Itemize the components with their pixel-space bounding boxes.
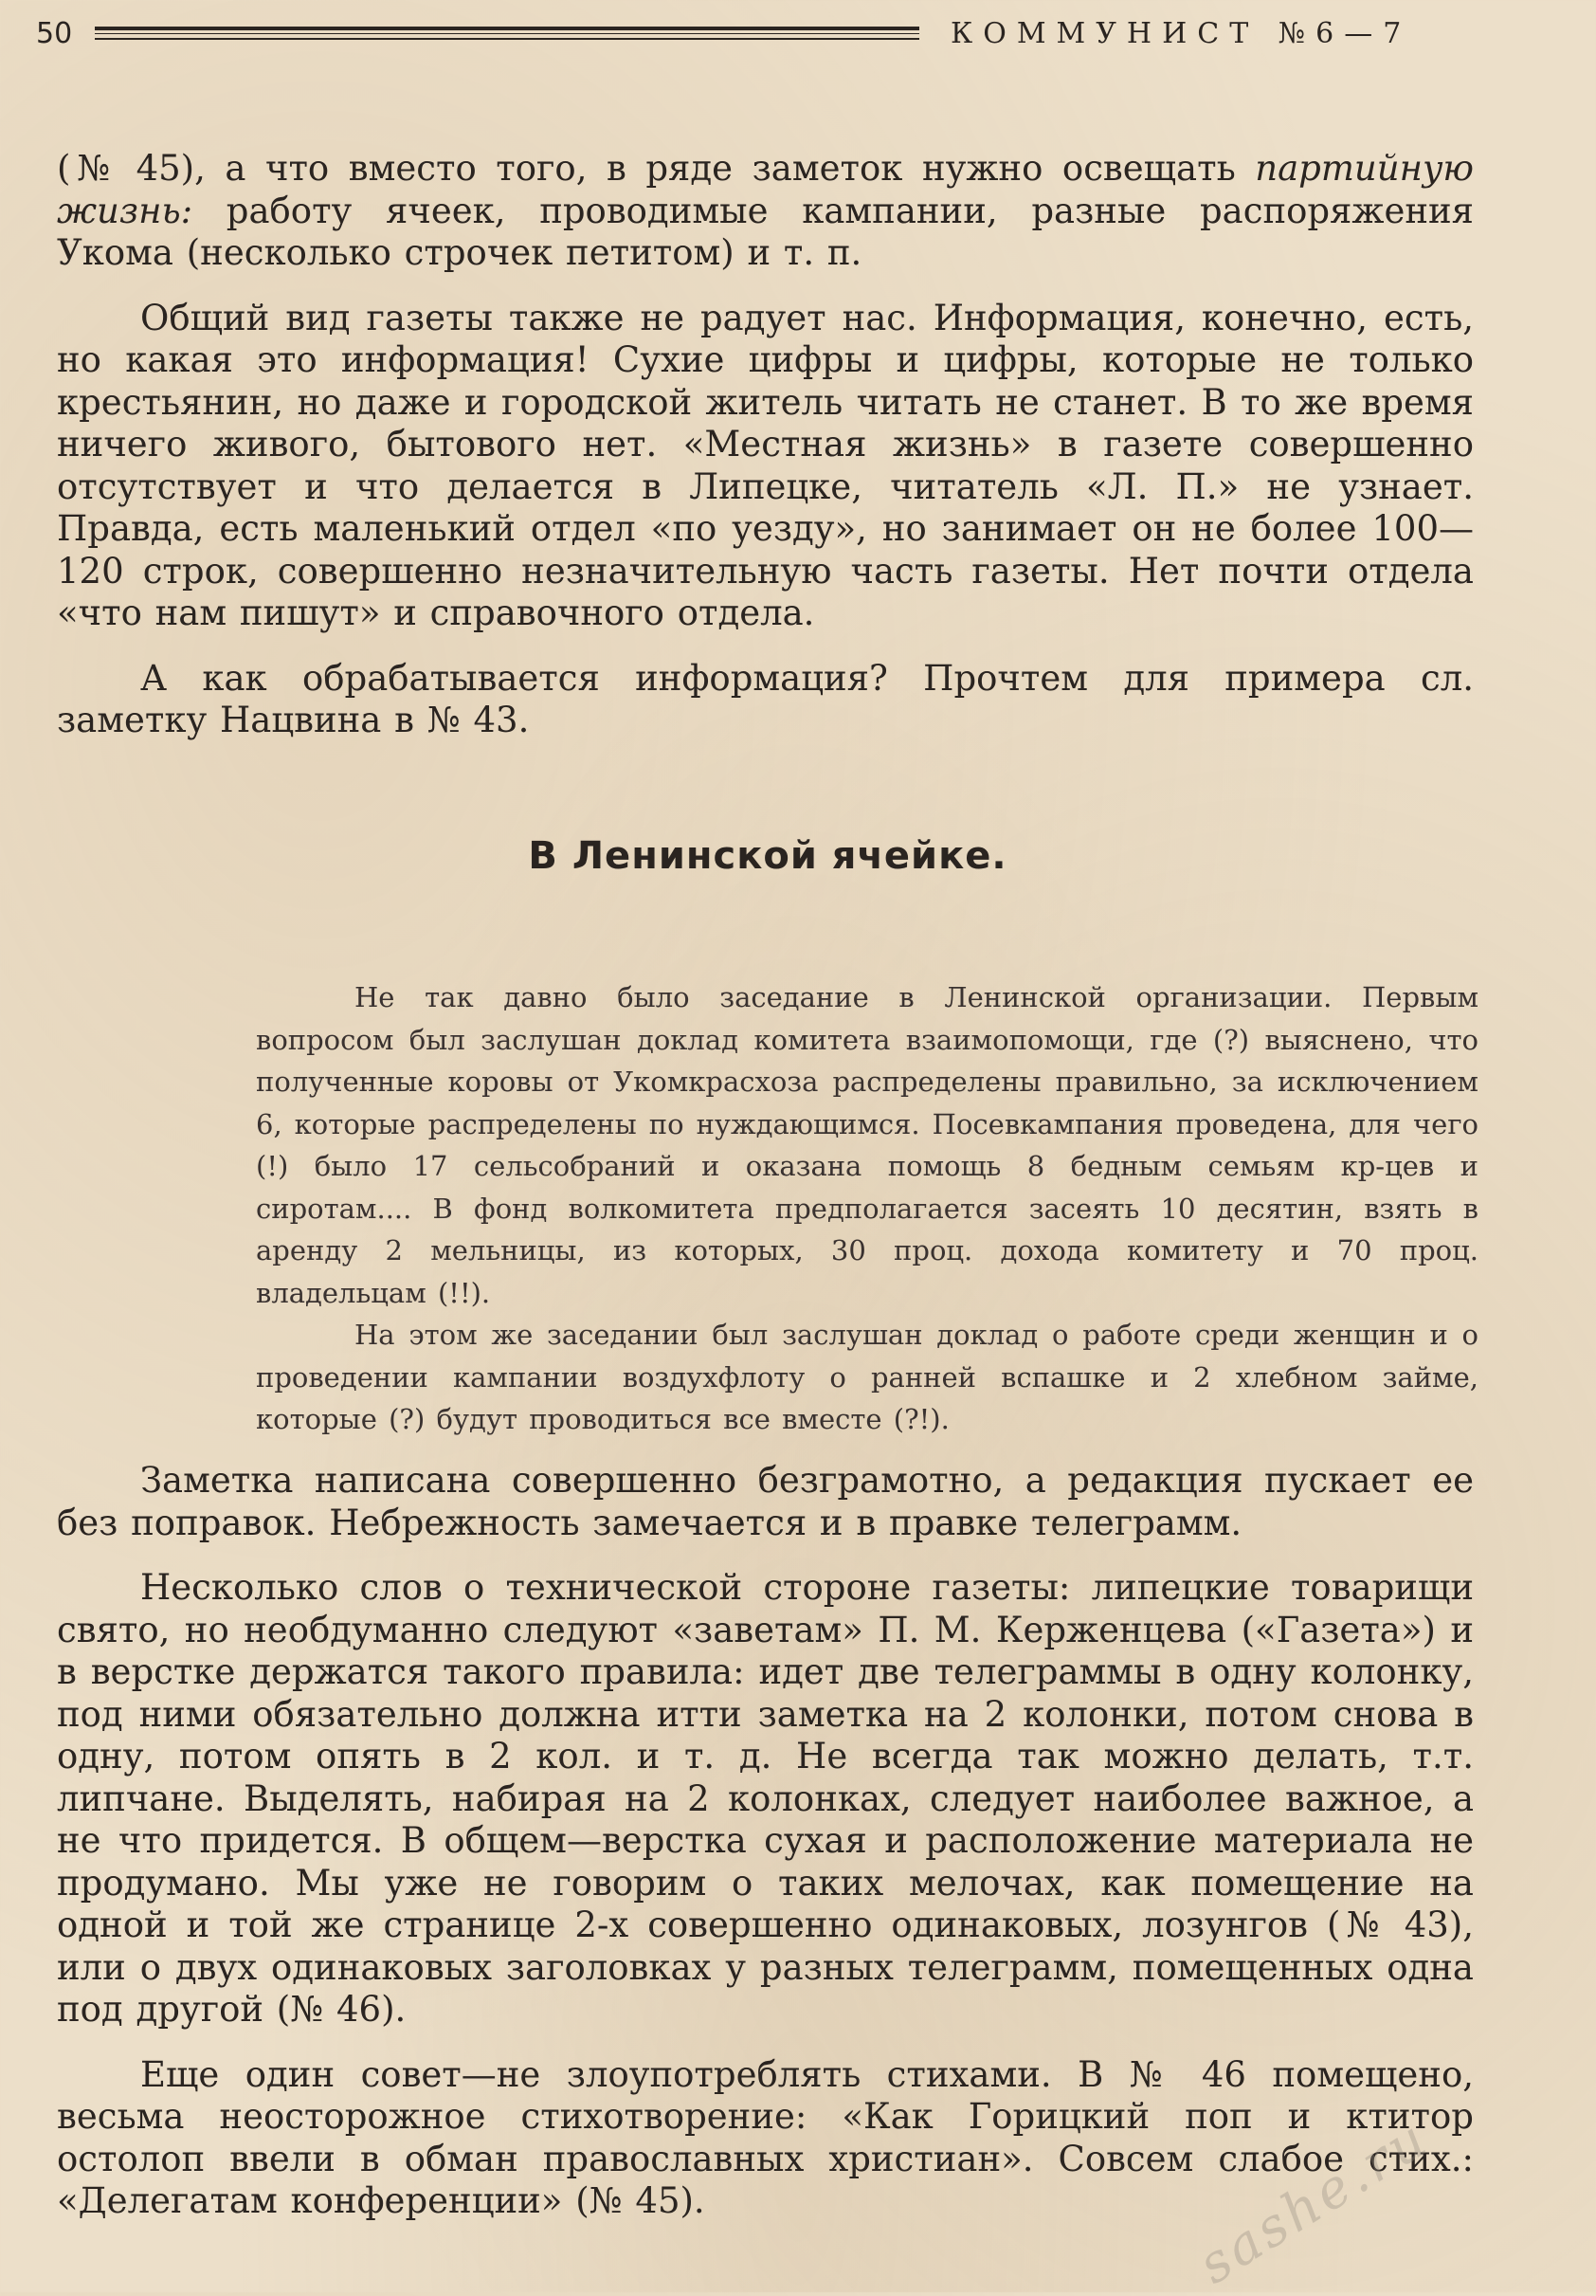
italic-phrase: партийную жизнь: (57, 148, 1474, 231)
page-body (57, 57, 1478, 2228)
page-number: 50 (36, 17, 73, 50)
quoted-article (256, 976, 1478, 1441)
intro-text (57, 148, 1474, 742)
header-rule (95, 27, 919, 40)
intro-paragraph-2: Общий вид газеты также не радует нас. Информация, конечно, есть, но какая это информация! Сухие цифры и цифры, которые не только крестьянин, но даже и городской житель читать не станет. В то же время ничего живого, бытового нет. «Местная жизнь» в газете совершенно отсутствует и что делается в Липецке, читатель «Л. П.» не узнает. Правда, есть маленький отдел «по уезду», но занимает он не более 100—120 строк, совершенно незначительную часть газеты. Нет почти отдела «что нам пишут» и справочного отдела. (57, 297, 1474, 633)
commentary-text (57, 1460, 1474, 2223)
watermark: sashe.ru (1188, 2106, 1441, 2296)
commentary-paragraph-2: Несколько слов о технической стороне газеты: липецкие товарищи свято, но необдуманно следуют «заветам» П. М. Керженцева («Газета») и в верстке держатся такого правила: идет две телеграммы в одну колонку, под ними обязательно должна итти заметка на 2 колонки, потом снова в одну, потом опять в 2 кол. и т. д. Не всегда так можно делать, т.т. липчане. Выделять, набирая на 2 колонках, следует наиболее важное, а не что придется. В общем—верстка сухая и расположение материала не продумано. Мы уже не говорим о таких мелочах, как помещение на одной и той же странице 2-х совершенно одинаковых, лозунгов (№ 43), или о двух одинаковых заголовках у разных телеграмм, помещенных одна под другой (№ 46). (57, 1567, 1474, 2030)
running-title: КОММУНИСТ №6—7 (951, 17, 1412, 50)
intro-paragraph-3: А как обрабатывается информация? Прочтем для примера сл. заметку Нацвина в № 43. (57, 657, 1474, 740)
commentary-paragraph-1: Заметка написана совершенно безграмотно, а редакция пускает ее без поправок. Небрежность замечается и в правке телеграмм. (57, 1460, 1474, 1543)
quote-paragraph-1: Не так давно было заседание в Ленинской организации. Первым вопросом был заслушан доклад комитета взаимопомощи, где (?) выяснено, что полученные коровы от Укомкрасхоза распределены правильно, за исключением 6, которые распределены по нуждающимся. Посевкампания проведена, для чего (!) было 17 сельсобраний и оказана помощь 8 бедным семьям кр-цев и сиротам.... В фонд волкомитета предполагается засеять 10 десятин, взять в аренду 2 мельницы, из которых, 30 проц. дохода комитету и 70 проц. владельцам (!!). (256, 981, 1478, 1309)
intro-paragraph-1: (№ 45), а что вместо того, в ряде заметок нужно освещать партийную жизнь: работу ячеек, проводимые кампании, разные распоряжения Укома (несколько строчек петитом) и т. п. (57, 148, 1474, 273)
article-heading: В Ленинской ячейке. (528, 834, 1007, 878)
page-header (36, 9, 1458, 57)
commentary-paragraph-3: Еще один совет—не злоупотреблять стихами. В № 46 помещено, весьма неосторожное стихотворение: «Как Горицкий поп и ктитор остолоп ввели в обман православных христиан». Совсем слабое стих.: «Делегатам конференции» (№ 45). (57, 2053, 1474, 2221)
quote-paragraph-2: На этом же заседании был заслушан доклад о работе среди женщин и о проведении кампании воздухфлоту о ранней вспашке и 2 хлебном займе, которые (?) будут проводиться все вместе (?!). (256, 1319, 1478, 1435)
